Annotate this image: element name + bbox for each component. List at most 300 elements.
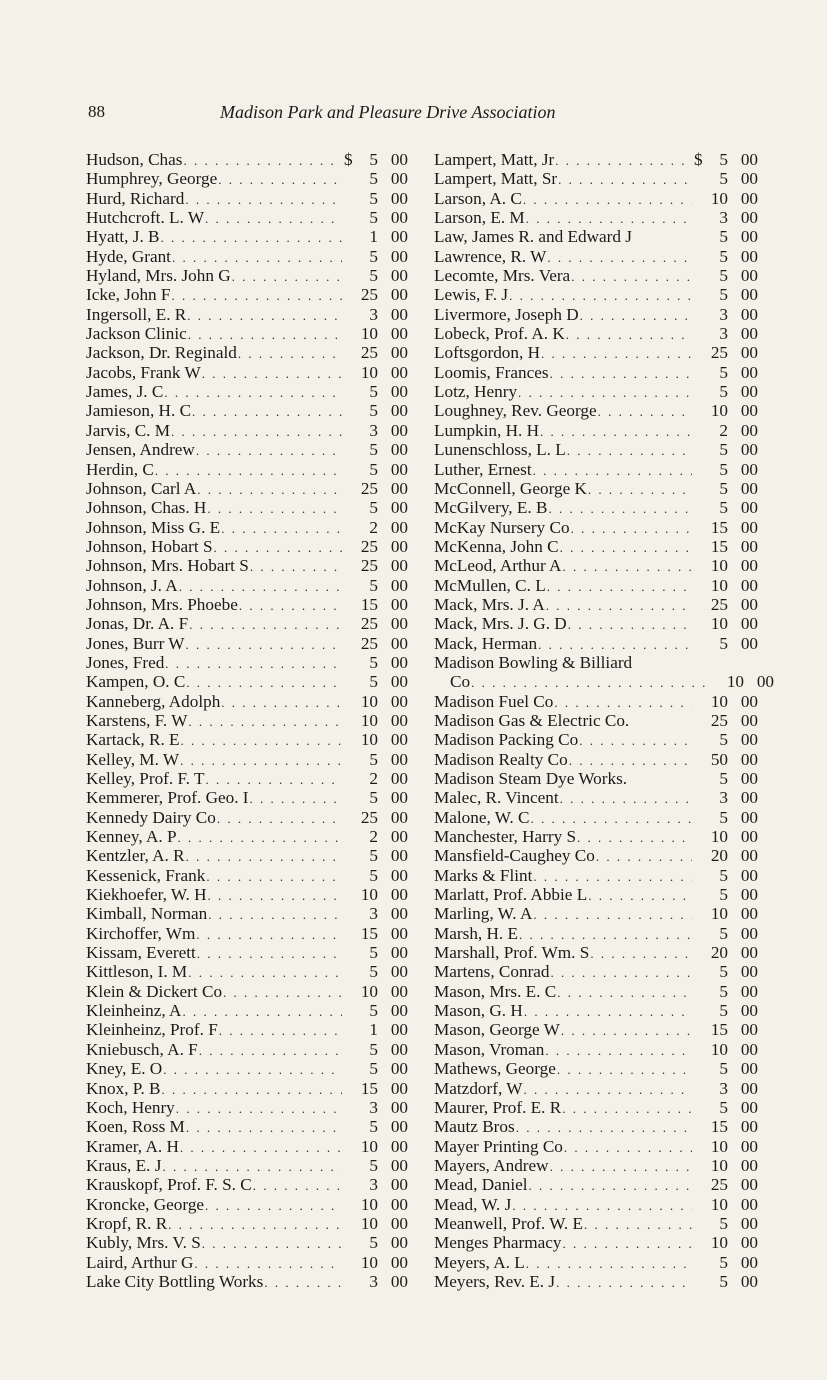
- amount-cents: 00: [390, 304, 408, 324]
- contributor-name: Hyland, Mrs. John G: [86, 266, 231, 286]
- dot-leader: [180, 751, 342, 770]
- list-item: [434, 1195, 758, 1214]
- amount-cents: 00: [390, 807, 408, 827]
- amount-dollars: 15: [360, 1078, 378, 1098]
- dot-leader: [546, 596, 692, 615]
- amount-dollars: 10: [360, 885, 378, 905]
- amount-dollars: 25: [360, 807, 378, 827]
- amount-cents: 00: [390, 1001, 408, 1021]
- contributor-name: Kirchoffer, Wm: [86, 923, 196, 943]
- contributor-name: Knox, P. B: [86, 1078, 161, 1098]
- amount-cents: 00: [390, 962, 408, 982]
- amount-dollars: 3: [719, 208, 728, 228]
- dot-leader: [202, 364, 342, 383]
- list-item: [434, 382, 758, 401]
- list-item: [86, 460, 408, 479]
- dot-leader: [197, 944, 342, 963]
- contributor-name: Mack, Mrs. J. G. D: [434, 614, 567, 634]
- amount-cents: 00: [390, 440, 408, 460]
- amount-dollars: 5: [369, 788, 378, 808]
- list-item: [434, 363, 758, 382]
- amount-cents: 00: [740, 807, 758, 827]
- contributor-name: McLeod, Arthur A: [434, 556, 562, 576]
- contributor-name: Mason, George W: [434, 1020, 560, 1040]
- amount-cents: 00: [740, 1136, 758, 1156]
- amount-dollars: 5: [719, 498, 728, 518]
- amount-dollars: 1: [369, 227, 378, 247]
- amount-dollars: 5: [719, 865, 728, 885]
- dot-leader: [214, 538, 342, 557]
- list-item: [434, 846, 758, 865]
- amount-dollars: 5: [719, 1059, 728, 1079]
- dot-leader: [180, 1138, 342, 1157]
- amount-dollars: 10: [726, 672, 744, 692]
- amount-cents: 00: [740, 1097, 758, 1117]
- list-item: [86, 692, 408, 711]
- list-item: [434, 401, 758, 420]
- list-item: [434, 421, 758, 440]
- dot-leader: [531, 809, 693, 828]
- list-item: [434, 479, 758, 498]
- amount-cents: 00: [390, 730, 408, 750]
- dot-leader: [523, 1080, 692, 1099]
- amount-dollars: 10: [360, 1136, 378, 1156]
- amount-dollars: 5: [369, 1117, 378, 1137]
- amount-cents: 00: [740, 227, 758, 247]
- amount-dollars: 5: [369, 188, 378, 208]
- dot-leader: [557, 983, 692, 1002]
- dot-leader: [526, 1254, 692, 1273]
- list-item: [86, 1079, 408, 1098]
- dot-leader: [186, 1118, 342, 1137]
- dot-leader: [186, 673, 342, 692]
- contributor-name: Johnson, Miss G. E: [86, 517, 221, 537]
- dot-leader: [181, 731, 342, 750]
- amount-dollars: 15: [710, 536, 728, 556]
- amount-cents: 00: [740, 1175, 758, 1195]
- list-item: [86, 518, 408, 537]
- amount-dollars: 5: [369, 150, 378, 169]
- amount-dollars: 3: [369, 904, 378, 924]
- list-item: [86, 788, 408, 807]
- list-item: [86, 382, 408, 401]
- contributor-name: Mason, G. H: [434, 1001, 523, 1021]
- amount-cents: 00: [390, 1155, 408, 1175]
- list-item: [434, 885, 758, 904]
- dot-leader: [205, 1196, 342, 1215]
- amount-cents: 00: [740, 1155, 758, 1175]
- amount-cents: 00: [390, 769, 408, 788]
- contributor-name: Mayer Printing Co: [434, 1136, 563, 1156]
- amount-cents: 00: [390, 633, 408, 653]
- dot-leader: [562, 1099, 692, 1118]
- list-item: [434, 556, 758, 575]
- contributor-name: Kroncke, George: [86, 1194, 205, 1214]
- dot-leader: [567, 441, 692, 460]
- list-item: [86, 1117, 408, 1136]
- list-item: [86, 885, 408, 904]
- amount-dollars: 5: [369, 1059, 378, 1079]
- amount-dollars: 3: [369, 304, 378, 324]
- list-item: [434, 285, 758, 304]
- contributor-name: Madison Gas & Electric Co.: [434, 710, 630, 730]
- dot-leader: [238, 344, 342, 363]
- amount-cents: 00: [390, 150, 408, 169]
- contributor-name: Marshall, Prof. Wm. S: [434, 943, 590, 963]
- contributor-name: Jackson Clinic: [86, 324, 187, 344]
- dot-leader: [182, 1002, 342, 1021]
- list-item: [86, 247, 408, 266]
- amount-cents: 00: [740, 885, 758, 905]
- dot-leader: [172, 248, 342, 267]
- amount-cents: 00: [390, 1175, 408, 1195]
- amount-dollars: 5: [719, 1097, 728, 1117]
- amount-cents: 00: [390, 362, 408, 382]
- dot-leader: [197, 480, 342, 499]
- amount-cents: 00: [390, 188, 408, 208]
- list-item: [86, 846, 408, 865]
- amount-dollars: 15: [710, 1020, 728, 1040]
- dot-leader: [183, 151, 342, 170]
- dot-leader: [179, 577, 342, 596]
- amount-cents: 00: [740, 1252, 758, 1272]
- list-item: [434, 1175, 758, 1194]
- amount-cents: 00: [390, 923, 408, 943]
- amount-cents: 00: [390, 1059, 408, 1079]
- dot-leader: [554, 693, 692, 712]
- running-title: Madison Park and Pleasure Drive Association: [220, 102, 556, 122]
- amount-cents: 00: [740, 575, 758, 595]
- contributor-name: Jamieson, H. C: [86, 401, 192, 421]
- amount-dollars: 5: [719, 150, 728, 169]
- list-item: [86, 750, 408, 769]
- list-item: [434, 576, 758, 595]
- amount-dollars: 10: [710, 614, 728, 634]
- dot-leader: [526, 209, 692, 228]
- dot-leader: [165, 654, 342, 673]
- dot-leader: [524, 1002, 692, 1021]
- amount-dollars: 10: [710, 575, 728, 595]
- contributor-name: Lotz, Henry: [434, 382, 518, 402]
- amount-cents: 00: [390, 749, 408, 769]
- amount-dollars: 5: [369, 1233, 378, 1253]
- list-item: [86, 808, 408, 827]
- amount-dollars: 2: [369, 827, 378, 847]
- amount-cents: 00: [390, 498, 408, 518]
- contributor-name: Hurd, Richard: [86, 188, 185, 208]
- dot-leader: [571, 267, 692, 286]
- contributor-name: Maurer, Prof. E. R: [434, 1097, 562, 1117]
- list-item: [86, 1195, 408, 1214]
- contributor-name: Hudson, Chas: [86, 150, 183, 169]
- contributor-name: James, J. C: [86, 382, 164, 402]
- contributor-name: Kissam, Everett: [86, 943, 196, 963]
- amount-cents: 00: [390, 885, 408, 905]
- list-item: [434, 692, 758, 711]
- list-item: [86, 1098, 408, 1117]
- amount-cents: 00: [390, 1039, 408, 1059]
- amount-dollars: 5: [719, 382, 728, 402]
- dollar-sign: $: [344, 150, 353, 169]
- dot-leader: [250, 789, 342, 808]
- list-item: [86, 653, 408, 672]
- amount-dollars: 3: [719, 304, 728, 324]
- list-item: [434, 924, 758, 943]
- contributor-name: Kubly, Mrs. V. S: [86, 1233, 201, 1253]
- amount-cents: 00: [740, 556, 758, 576]
- dot-leader: [588, 886, 692, 905]
- amount-cents: 00: [390, 1233, 408, 1253]
- contributor-name: Lake City Bottling Works: [86, 1271, 264, 1291]
- dot-leader: [556, 1273, 692, 1292]
- amount-dollars: 10: [710, 1155, 728, 1175]
- amount-cents: 00: [390, 285, 408, 305]
- list-item: [434, 769, 758, 788]
- list-item: [434, 1020, 758, 1039]
- dot-leader: [205, 209, 342, 228]
- list-item: [434, 730, 758, 749]
- dot-leader: [202, 1234, 342, 1253]
- dot-leader: [548, 499, 692, 518]
- amount-cents: 00: [740, 865, 758, 885]
- amount-dollars: 5: [719, 981, 728, 1001]
- contributor-name: Loughney, Rev. George: [434, 401, 597, 421]
- dot-leader: [253, 1176, 342, 1195]
- contributor-name: Johnson, Chas. H: [86, 498, 207, 518]
- amount-dollars: 10: [710, 1039, 728, 1059]
- amount-dollars: 10: [710, 1233, 728, 1253]
- amount-cents: 00: [390, 208, 408, 228]
- list-item: [434, 1156, 758, 1175]
- list-item: [86, 672, 408, 691]
- contributor-name: Jackson, Dr. Reginald: [86, 343, 237, 363]
- list-item: [86, 614, 408, 633]
- dot-leader: [219, 1021, 342, 1040]
- contributor-name: Madison Bowling & Billiard: [434, 652, 633, 672]
- amount-dollars: 5: [719, 1001, 728, 1021]
- amount-cents: 00: [740, 150, 758, 169]
- contributor-name: Menges Pharmacy: [434, 1233, 562, 1253]
- amount-dollars: 5: [719, 169, 728, 189]
- amount-dollars: 25: [710, 343, 728, 363]
- amount-dollars: 3: [369, 420, 378, 440]
- contributor-name-continued: Co: [450, 672, 471, 692]
- amount-cents: 00: [740, 1194, 758, 1214]
- amount-dollars: 5: [719, 459, 728, 479]
- list-item: [434, 614, 758, 633]
- contributor-name: Lampert, Matt, Sr: [434, 169, 558, 189]
- contributor-name: Matzdorf, W: [434, 1078, 523, 1098]
- amount-dollars: 5: [369, 1039, 378, 1059]
- amount-dollars: 5: [369, 962, 378, 982]
- amount-dollars: 50: [710, 749, 728, 769]
- list-item: [86, 924, 408, 943]
- amount-cents: 00: [740, 962, 758, 982]
- contributor-name: Livermore, Joseph D: [434, 304, 579, 324]
- list-item: [86, 498, 408, 517]
- list-item: [86, 576, 408, 595]
- list-item: [86, 1156, 408, 1175]
- list-item: [86, 266, 408, 285]
- amount-cents: 00: [390, 401, 408, 421]
- list-item: [86, 711, 408, 730]
- contributor-name: Larson, E. M: [434, 208, 525, 228]
- dot-leader: [569, 751, 692, 770]
- contributor-name: Kampen, O. C: [86, 672, 186, 692]
- list-item: [434, 634, 758, 653]
- contributor-name: Madison Packing Co: [434, 730, 579, 750]
- contributor-name: Mason, Vroman: [434, 1039, 545, 1059]
- contributor-name: Kraus, E. J: [86, 1155, 162, 1175]
- amount-dollars: 1: [369, 1020, 378, 1040]
- amount-cents: 00: [390, 827, 408, 847]
- list-item: [86, 440, 408, 459]
- list-item: [434, 982, 758, 1001]
- amount-cents: 00: [390, 846, 408, 866]
- right-column: [434, 150, 774, 1291]
- amount-dollars: 25: [360, 478, 378, 498]
- contributor-name: Kanneberg, Adolph: [86, 691, 221, 711]
- contributor-name: Mautz Bros: [434, 1117, 515, 1137]
- amount-cents: 00: [390, 1271, 408, 1291]
- dot-leader: [519, 925, 692, 944]
- contributor-name: Madison Realty Co: [434, 749, 568, 769]
- contributor-name: Madison Fuel Co: [434, 691, 554, 711]
- contributor-name: Kenney, A. P: [86, 827, 177, 847]
- list-item: [86, 1059, 408, 1078]
- amount-cents: 00: [390, 246, 408, 266]
- amount-dollars: 5: [369, 672, 378, 692]
- dot-leader: [577, 828, 692, 847]
- contributor-name: Kessenick, Frank: [86, 865, 206, 885]
- amount-cents: 00: [390, 478, 408, 498]
- amount-dollars: 5: [369, 208, 378, 228]
- list-item: [434, 1079, 758, 1098]
- contributor-name: Klein & Dickert Co: [86, 981, 223, 1001]
- contributor-name: Jones, Fred: [86, 652, 165, 672]
- amount-dollars: 5: [369, 246, 378, 266]
- list-item: [434, 324, 758, 343]
- list-item: [86, 189, 408, 208]
- amount-dollars: 5: [369, 266, 378, 286]
- amount-cents: 00: [390, 1097, 408, 1117]
- dot-leader: [239, 596, 342, 615]
- amount-cents: 00: [740, 266, 758, 286]
- contributor-name: Jacobs, Frank W: [86, 362, 201, 382]
- dot-leader: [560, 538, 692, 557]
- list-item: [434, 827, 758, 846]
- amount-cents: 00: [390, 343, 408, 363]
- contributor-name: Lampert, Matt, Jr: [434, 150, 555, 169]
- dot-leader: [232, 267, 342, 286]
- contributor-name: Krauskopf, Prof. F. S. C: [86, 1175, 252, 1195]
- list-item: [434, 962, 758, 981]
- amount-dollars: 3: [719, 1078, 728, 1098]
- dot-leader: [217, 809, 342, 828]
- amount-dollars: 5: [369, 652, 378, 672]
- amount-cents: 00: [390, 382, 408, 402]
- amount-cents: 00: [740, 1271, 758, 1291]
- contributor-name: Kittleson, I. M: [86, 962, 188, 982]
- list-item: [434, 305, 758, 324]
- amount-cents: 00: [756, 672, 774, 692]
- list-item: [434, 1214, 758, 1233]
- amount-dollars: 3: [369, 1271, 378, 1291]
- dot-leader: [188, 325, 342, 344]
- dot-leader: [250, 557, 342, 576]
- amount-dollars: 5: [369, 401, 378, 421]
- contributor-name: Icke, John F: [86, 285, 171, 305]
- list-item: [86, 401, 408, 420]
- dot-leader: [207, 499, 342, 518]
- contributor-name: Lawrence, R. W: [434, 246, 547, 266]
- amount-cents: 00: [740, 343, 758, 363]
- amount-cents: 00: [390, 169, 408, 189]
- contributor-name: McKay Nursery Co: [434, 517, 570, 537]
- contributor-name: Kiekhoefer, W. H: [86, 885, 207, 905]
- contributor-name: Luther, Ernest: [434, 459, 532, 479]
- amount-dollars: 10: [360, 691, 378, 711]
- contributor-name: Lobeck, Prof. A. K: [434, 324, 565, 344]
- contributor-name: Johnson, Hobart S: [86, 536, 213, 556]
- amount-dollars: 2: [369, 517, 378, 537]
- dot-leader: [545, 1041, 692, 1060]
- amount-cents: 00: [740, 730, 758, 750]
- amount-cents: 00: [390, 420, 408, 440]
- dot-leader: [176, 1099, 342, 1118]
- amount-dollars: 25: [360, 633, 378, 653]
- amount-cents: 00: [390, 1117, 408, 1137]
- contributor-name: McConnell, George K: [434, 478, 587, 498]
- contributor-name: Meanwell, Prof. W. E: [434, 1213, 583, 1233]
- amount-dollars: 25: [360, 285, 378, 305]
- amount-dollars: 5: [719, 885, 728, 905]
- amount-cents: 00: [740, 827, 758, 847]
- dot-leader: [192, 402, 342, 421]
- amount-dollars: 10: [360, 981, 378, 1001]
- amount-cents: 00: [740, 440, 758, 460]
- list-item: [86, 1253, 408, 1272]
- contributor-name: McKenna, John C: [434, 536, 559, 556]
- dot-leader: [162, 1157, 342, 1176]
- amount-dollars: 3: [719, 324, 728, 344]
- contributor-name: Johnson, Carl A: [86, 478, 197, 498]
- dot-leader: [533, 461, 692, 480]
- contributor-name: Kney, E. O: [86, 1059, 163, 1079]
- amount-dollars: 10: [360, 324, 378, 344]
- amount-cents: 00: [390, 324, 408, 344]
- contributor-name: Loomis, Frances: [434, 362, 549, 382]
- dot-leader: [550, 364, 692, 383]
- amount-dollars: 5: [719, 730, 728, 750]
- amount-cents: 00: [390, 1078, 408, 1098]
- list-item: [434, 1040, 758, 1059]
- amount-cents: 00: [390, 1136, 408, 1156]
- dot-leader: [199, 1041, 342, 1060]
- amount-dollars: 5: [369, 382, 378, 402]
- amount-dollars: 25: [710, 1175, 728, 1195]
- contributor-name: Kemmerer, Prof. Geo. I: [86, 788, 249, 808]
- amount-cents: 00: [390, 710, 408, 730]
- contributor-name: Koen, Ross M: [86, 1117, 185, 1137]
- dot-leader: [584, 1215, 692, 1234]
- contributor-name: Meyers, A. L: [434, 1252, 525, 1272]
- dot-leader: [518, 383, 692, 402]
- list-item: [434, 150, 758, 169]
- amount-dollars: 25: [360, 556, 378, 576]
- contributor-name: Meyers, Rev. E. J: [434, 1271, 556, 1291]
- contributor-name: Mayers, Andrew: [434, 1155, 549, 1175]
